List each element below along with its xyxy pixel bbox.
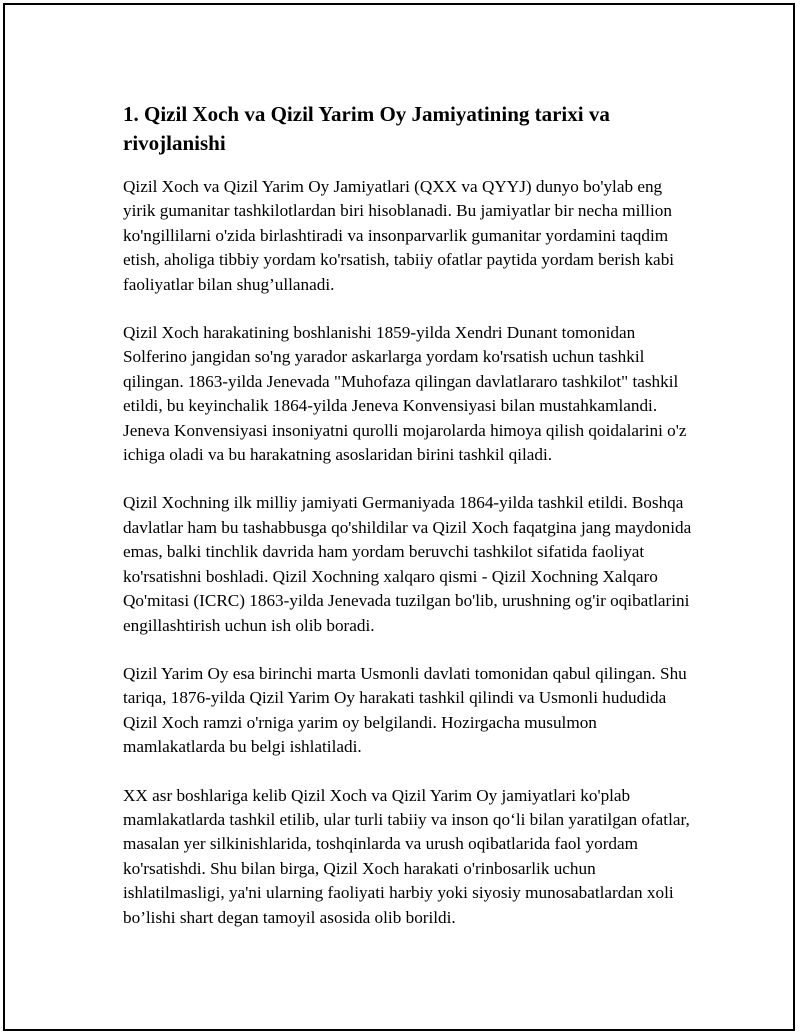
paragraph-red-crescent: Qizil Yarim Oy esa birinchi marta Usmonli davlati tomonidan qabul qilingan. Shu tariqa, 1876-yilda Qizil Yarim Oy harakati tashkil qilindi va Usmonli hududida Qizil Xoch ramzi o'rniga yarim oy belgilandi. Hozirgacha musulmon mamlakatlarda bu belgi ishlatiladi.: [123, 663, 687, 757]
page-frame: [3, 3, 795, 1031]
paragraph-twentieth-century: XX asr boshlariga kelib Qizil Xoch va Qizil Yarim Oy jamiyatlari ko'plab mamlakatlarda tashkil etilib, ular turli tabiiy va inson qo‘li bilan yaratilgan ofatlar, masalan yer silkinishlarida, toshqinlarda va urush oqibatlarida faol yordam ko'rsatishdi. Shu bilan birga, Qizil Xoch harakati o'rinbosarlik uchun ishlatilmasligi, ya'ni ularning faoliyati harbiy yoki siyosiy munosabatlardan xoli bo’lishi shart degan tamoyil asosida olib borildi.: [123, 785, 690, 927]
paragraph-origins: Qizil Xoch harakatining boshlanishi 1859-yilda Xendri Dunant tomonidan Solferino jangidan so'ng yarador askarlarga yordam ko'rsatish uchun tashkil qilingan. 1863-yilda Jenevada "Muhofaza qilingan davlatlararo tashkilot" tashkil etildi, bu keyinchalik 1864-yilda Jeneva Konvensiyasi bilan mustahkamlandi. Jeneva Konvensiyasi insoniyatni qurolli mojarolarda himoya qilish qoidalarini o'z ichiga oladi va bu harakatning asoslaridan birini tashkil qiladi.: [123, 323, 687, 465]
section-heading: 1. Qizil Xoch va Qizil Yarim Oy Jamiyatining tarixi va rivojlanishi: [123, 102, 610, 155]
document-body: [123, 100, 698, 954]
paragraph-intro: Qizil Xoch va Qizil Yarim Oy Jamiyatlari (QXX va QYYJ) dunyo bo'ylab eng yirik gumanitar tashkilotlardan biri hisoblanadi. Bu jamiyatlar bir necha million ko'ngillilarni o'zida birlashtiradi va insonparvarlik gumanitar yordamini taqdim etish, aholiga tibbiy yordam ko'rsatish, tabiiy ofatlar paytida yordam berish kabi faoliyatlar bilan shug’ullanadi.: [123, 177, 675, 294]
paragraph-national-societies: Qizil Xochning ilk milliy jamiyati Germaniyada 1864-yilda tashkil etildi. Boshqa davlatlar ham bu tashabbusga qo'shildilar va Qizil Xoch faqatgina jang maydonida emas, balki tinchlik davrida ham yordam beruvchi tashkilot sifatida faoliyat ko'rsatishni boshladi. Qizil Xochning xalqaro qismi - Qizil Xochning Xalqaro Qo'mitasi (ICRC) 1863-yilda Jenevada tuzilgan bo'lib, urushning og'ir oqibatlarini engillashtirish uchun ish olib boradi.: [123, 493, 692, 635]
